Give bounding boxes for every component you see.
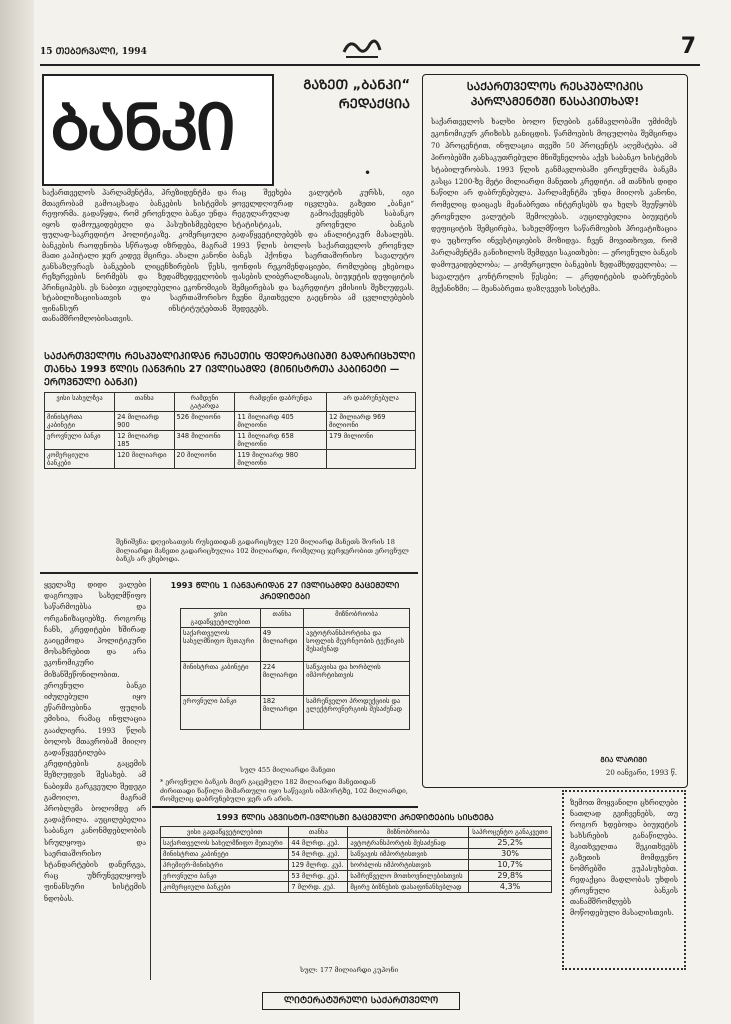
table-cell: 30%	[469, 849, 552, 860]
footer-banner: ᲚᲘᲢᲔᲠᲐᲢᲣᲠᲣᲚᲘ ᲡᲐᲥᲐᲠᲗᲕᲔᲚᲝ	[262, 992, 460, 1010]
table-cell: საწვავისა და ხორბლის იმპორტისთვის	[304, 662, 410, 696]
side-note-box	[562, 790, 686, 970]
table-cell: 179 მილიონი	[327, 431, 416, 450]
masthead-box	[42, 74, 274, 186]
table-row	[161, 838, 552, 849]
table-cell: 12 მილიარდ 969 მილიონი	[327, 412, 416, 431]
table-row	[161, 860, 552, 871]
table-cell: 25,2%	[469, 838, 552, 849]
table-header-cell: თანხა	[289, 827, 348, 838]
appeal-body: საქართველოს ხალხი ბოლო წლების განმავლობაში უმძიმეს ეკონომიკურ კრიზისს განიცდის. წარმოების მოცულობა შემცირდა 70 პროცენტით, ინფლაცია თვეში 50 პროცენტს აღემატება. ამ პირობებში განსაკუთრებული მნიშვნელობა აქვს საბანკო სისტემის სტაბილურობას. 1993 წლის განმავლობაში ეროვნულმა ბანკმა გასცა 1200-ზე მეტი მილიარდი მანეთის კრედიტი. ამ თანხის დიდი ნაწილი არ დაბრუნებულა. პარლამენტმა უნდა მიიღოს კანონი, რომელიც დაიცავს მეანაბრეთა ინტერესებს და ხელს შეუწყობს ეროვნული ვალუტის შემოღებას. აუცილებელია ბიუჯეტის დეფიციტის შემცირება, სახელმწიფო საწარმოების პრივატიზაცია და უცხოური ინვესტიციების მოზიდვა. ჩვენ მოვითხოვთ, რომ პარლამენტმა განიხილოს შემდეგი საკითხები: — ეროვნული ბანკის დამოუკიდებლობა; — კომერციული ბანკების ზედამხედველობა; — სავალუტო კონტროლის წესები; — კრედიტების დაბრუნების მექანიზმი; — მეანაბრეთა დაზღვევის სისტემა.	[431, 118, 677, 293]
table-cell: 12 მილიარდ 185	[115, 431, 174, 450]
table-cell: 120 მილიარდი	[115, 450, 174, 469]
table-cell	[327, 450, 416, 469]
table-cell: 4,3%	[469, 882, 552, 893]
transfer-note: შენიშვნა: დღეისათვის რუსეთიდან გადარიცხულ 120 მილიარდ მანეთს შორის 18 მილიარდი მანეთი გადარიცხულია 102 მილიარდი, რომელიც ჯერჯერობით ეროვნულ ბანკს არ ეხებოდა.	[116, 538, 409, 564]
table-cell: 11 მილიარდ 658 მილიონი	[235, 431, 327, 450]
credits-total: სულ 455 მილიარდი მანეთი	[240, 766, 336, 774]
table-header-cell: რამდენი გატარდა	[174, 393, 235, 412]
table-cell: საწვავის იმპორტისთვის	[348, 849, 469, 860]
main-article-col2: რაც შეეხება ვალუტის კურსს, იგი ყოველდღიურად იცვლება. გაზეთი „ბანკი“ რეგულარულად გამოაქვეყნებს საბანკო სტატისტიკას, ეროვნული ბანკის გადაწყვეტილებებს და ანალიტიკურ მასალებს. 1993 წლის ბოლოს საქართველოს ეროვნულ ბანკს ჰქონდა საერთაშორისო სავალუტო ფონდის რეკომენდაციები, რომლებიც ეხებოდა ფასების ლიბერალიზაციას, ბიუჯეტის დეფიციტის შემცირებას და საკრედიტო ემისიის შეზღუდვას. ჩვენი მკითხველი გაეცნობა ამ ცვლილებების შედეგებს.	[232, 189, 414, 313]
side-note-text: ზემოთ მოყვანილი ცხრილები ნათლად გვიჩვენებს, თუ როგორ ხდებოდა ბიუჯეტის სახსრების განაწილება. მკითხველთა შეკითხვებს გაზეთის მომდევნო ნომრებში ვუპასუხებთ. რედაქცია მადლობას უხდის ეროვნული ბანკის თანამშრომლებს მოწოდებული მასალისთვის.	[570, 799, 678, 917]
table-cell: საქართველოს სახელმწიფო მეთაური	[161, 838, 289, 849]
transfer-table	[44, 392, 416, 469]
table-header-row	[161, 827, 552, 838]
table-row	[45, 450, 416, 469]
table-row	[181, 662, 410, 696]
table-cell: ხორბლის იმპორტისთვის	[348, 860, 469, 871]
table-cell: 526 მილიონი	[174, 412, 235, 431]
table-row	[161, 882, 552, 893]
credit-system-caption: 1993 ᲬᲚᲘᲡ ᲐᲒᲕᲘᲡᲢᲝ-ᲘᲕᲚᲘᲡᲨᲘ ᲒᲐᲪᲔᲛᲣᲚᲘ ᲙᲠᲔᲓᲘᲢᲔᲑᲘᲡ ᲡᲘᲡᲢᲔᲛᲐ	[216, 813, 494, 822]
section-divider	[152, 806, 418, 808]
appeal-signature: ᲒᲘᲐ ᲚᲐᲠᲘᲛᲘ	[600, 755, 647, 764]
table-header-cell: რამდენი დაბრუნდა	[235, 393, 327, 412]
column-divider	[150, 578, 151, 980]
appeal-box	[422, 74, 688, 788]
table-header-cell: ვისი სახელზეა	[45, 393, 115, 412]
table-cell: 182 მილიარდი	[260, 696, 303, 730]
transfer-headline: ᲡᲐᲥᲐᲠᲗᲕᲔᲚᲝᲡ ᲠᲔᲡᲞᲣᲑᲚᲘᲙᲘᲓᲐᲜ ᲠᲣᲡᲔᲗᲘᲡ ᲤᲔᲓᲔᲠᲐᲪᲘᲐᲨᲘ ᲒᲐᲓᲐᲠᲘᲪᲮᲣᲚᲘ ᲗᲐᲜᲮᲐ 1993 ᲬᲚᲘᲡ ᲘᲐᲜᲕᲠᲘᲡ 27 ᲘᲕᲚᲘᲡᲐᲛᲓᲔ (ᲛᲘᲜᲘᲡᲢᲠᲗᲐ ᲙᲐᲑᲘᲜᲔᲢᲘ — ᲔᲠᲝᲕᲜᲣᲚᲘ ᲑᲐᲜᲙᲘ)	[44, 351, 416, 388]
table-cell: 49 მილიარდი	[260, 628, 303, 662]
table-header-row	[45, 393, 416, 412]
table-cell: 224 მილიარდი	[260, 662, 303, 696]
appeal-headline: ᲡᲐᲥᲐᲠᲗᲕᲔᲚᲝᲡ ᲠᲔᲡᲞᲣᲑᲚᲘᲙᲘᲡ ᲞᲐᲠᲚᲐᲛᲔᲜᲢᲨᲘ ᲬᲐᲡᲐᲙᲘᲗᲮᲐᲓ!	[466, 80, 644, 108]
table-cell: 11 მილიარდ 405 მილიონი	[235, 412, 327, 431]
table-header-cell: არ დაბრუნებულა	[327, 393, 416, 412]
table-cell: მინისტრთა კაბინეტი	[161, 849, 289, 860]
table-cell: ეროვნული ბანკი	[181, 696, 261, 730]
table-cell: კომერციული ბანკები	[45, 450, 115, 469]
table-cell: 129 მლრდ. კუპ.	[289, 860, 348, 871]
appeal-date: 20 იანვარი, 1993 წ.	[605, 769, 677, 777]
table-cell: 119 მილიარდ 980 მილიონი	[235, 450, 327, 469]
table-header-cell: თანხა	[260, 609, 303, 628]
table-cell: მცირე ბიზნესის დასაფინანსებლად	[348, 882, 469, 893]
table-cell: ავტოტრანსპორტისა და სოფლის მეურნეობის ტექნიკის შესაძენად	[304, 628, 410, 662]
table-header-cell: თანხა	[115, 393, 174, 412]
table-cell: მინისტრთა კაბინეტი	[45, 412, 115, 431]
table-row	[45, 412, 416, 431]
scan-edge	[0, 0, 34, 1024]
table-cell: სამრეწველო მოთხოვნილებისთვის	[348, 871, 469, 882]
table-cell: კომერციული ბანკები	[161, 882, 289, 893]
table-row	[181, 628, 410, 662]
table-row	[161, 871, 552, 882]
section-divider	[40, 572, 418, 574]
star-icon: •	[364, 166, 372, 180]
table-header-cell: ვისი გადაწყვეტილებით	[161, 827, 289, 838]
table-header-cell: მიზნობრიობა	[348, 827, 469, 838]
newspaper-logo-icon	[340, 36, 384, 60]
lower-left-article: ყველაზე დიდი ვალები დაგროვდა სახელმწიფო საწარმოებსა და ორგანიზაციებზე. როგორც ჩანს, კრედიტები ხშირად გაიცემოდა პოლიტიკური მოსაზრებით და არა ეკონომიკური მიზანშეწონილობით. ეროვნული ბანკი იძულებული იყო ეწარმოებინა ფულის ემისია, რამაც ინფლაცია გააძლიერა. 1993 წლის ბოლოს მთავრობამ მიიღო გადაწყვეტილება კრედიტების გაცემის შეზღუდვის შესახებ. ამ ნაბიჯმა გარკვეული შედეგი გამოიღო, მაგრამ პრობლემა ბოლომდე არ გადაჭრილა. აუცილებელია საბანკო კანონმდებლობის სრულყოფა და საერთაშორისო სტანდარტების დანერგვა, რაც უზრუნველყოფს ფინანსური სისტემის ნდობას.	[44, 581, 146, 903]
table-cell: 54 მლრდ. კუპ.	[289, 849, 348, 860]
credits-note: * ეროვნული ბანკის მიერ გაცემული 182 მილიარდი მანეთიდან ძირითადი ნაწილი მიმართული იყო საწვავის იმპორტზე, 102 მილიარდი, რომელიც დაბრუნებული ჯერ არ არის.	[160, 778, 408, 804]
table-header-row	[181, 609, 410, 628]
issue-date: 15 ᲗᲔᲑᲔᲠᲕᲐᲚᲘ, 1994	[40, 47, 147, 57]
table-cell: ეროვნული ბანკი	[161, 871, 289, 882]
credits-table	[180, 608, 410, 730]
table-row	[161, 849, 552, 860]
table-header-cell: მიზნობრიობა	[304, 609, 410, 628]
main-article-col1: საქართველოს პარლამენტმა, პრეზიდენტმა და მთავრობამ გამოაცხადა ბანკების სისტემის რეფორმა. გადაწყდა, რომ ეროვნული ბანკი უნდა იყოს დამოუკიდებელი და პასუხისმგებელი ფულად-საკრედიტო პოლიტიკაზე. კომერციული ბანკების რაოდენობა სწრაფად იზრდება, მაგრამ მათი კაპიტალი ჯერ კიდევ მცირეა. ახალი კანონი განსაზღვრავს ბანკების ლიცენზირების წესს, რეზერვების ნორმებს და ზედამხედველობის პრინციპებს. ეს ნაბიჯი აუცილებელია ეკონომიკის სტაბილიზაციისათვის და საერთაშორისო ფინანსურ ინსტიტუტებთან თანამშრომლობისათვის.	[42, 189, 227, 323]
table-row	[45, 431, 416, 450]
table-cell: 10,7%	[469, 860, 552, 871]
table-cell: 44 მლრდ. კუპ.	[289, 838, 348, 849]
table-cell: სამრეწველო პროდუქციის და ელექტროენერგიის შესაძენად	[304, 696, 410, 730]
page-header	[40, 34, 700, 66]
table-cell: ეროვნული ბანკი	[45, 431, 115, 450]
credit-system-total: სულ: 177 მილიარდი კუპონი	[300, 966, 399, 974]
table-cell: ავტოტრანსპორტის შესაძენად	[348, 838, 469, 849]
table-cell: 348 მილიონი	[174, 431, 235, 450]
table-cell: პრემიერ-მინისტრი	[161, 860, 289, 871]
table-header-cell: საპროცენტო განაკვეთი	[469, 827, 552, 838]
table-header-cell: ვისი გადაწყვეტილებით	[181, 609, 261, 628]
page-number: 7	[680, 34, 696, 59]
table-cell: 24 მილიარდ 900	[115, 412, 174, 431]
table-cell: 20 მილიონი	[174, 450, 235, 469]
masthead-title: ᲑᲐᲜᲙᲘ	[50, 91, 234, 165]
credit-system-table	[160, 826, 552, 893]
credits-caption: 1993 ᲬᲚᲘᲡ 1 ᲘᲐᲜᲕᲐᲠᲘᲓᲐᲜ 27 ᲘᲕᲚᲘᲡᲐᲛᲓᲔ ᲒᲐᲪᲔᲛᲣᲚᲘ ᲙᲠᲔᲓᲘᲢᲔᲑᲘ	[170, 581, 400, 601]
table-cell: მინისტრთა კაბინეტი	[181, 662, 261, 696]
table-cell: საქართველოს სახელმწიფო მეთაური	[181, 628, 261, 662]
table-cell: 53 მლრდ. კუპ.	[289, 871, 348, 882]
table-cell: 7 მლრდ. კუპ.	[289, 882, 348, 893]
table-row	[181, 696, 410, 730]
masthead-subtitle: ᲒᲐᲖᲔᲗ „ᲑᲐᲜᲙᲘ“ ᲠᲔᲓᲐᲥᲪᲘᲐ	[303, 78, 410, 112]
table-cell: 29,8%	[469, 871, 552, 882]
